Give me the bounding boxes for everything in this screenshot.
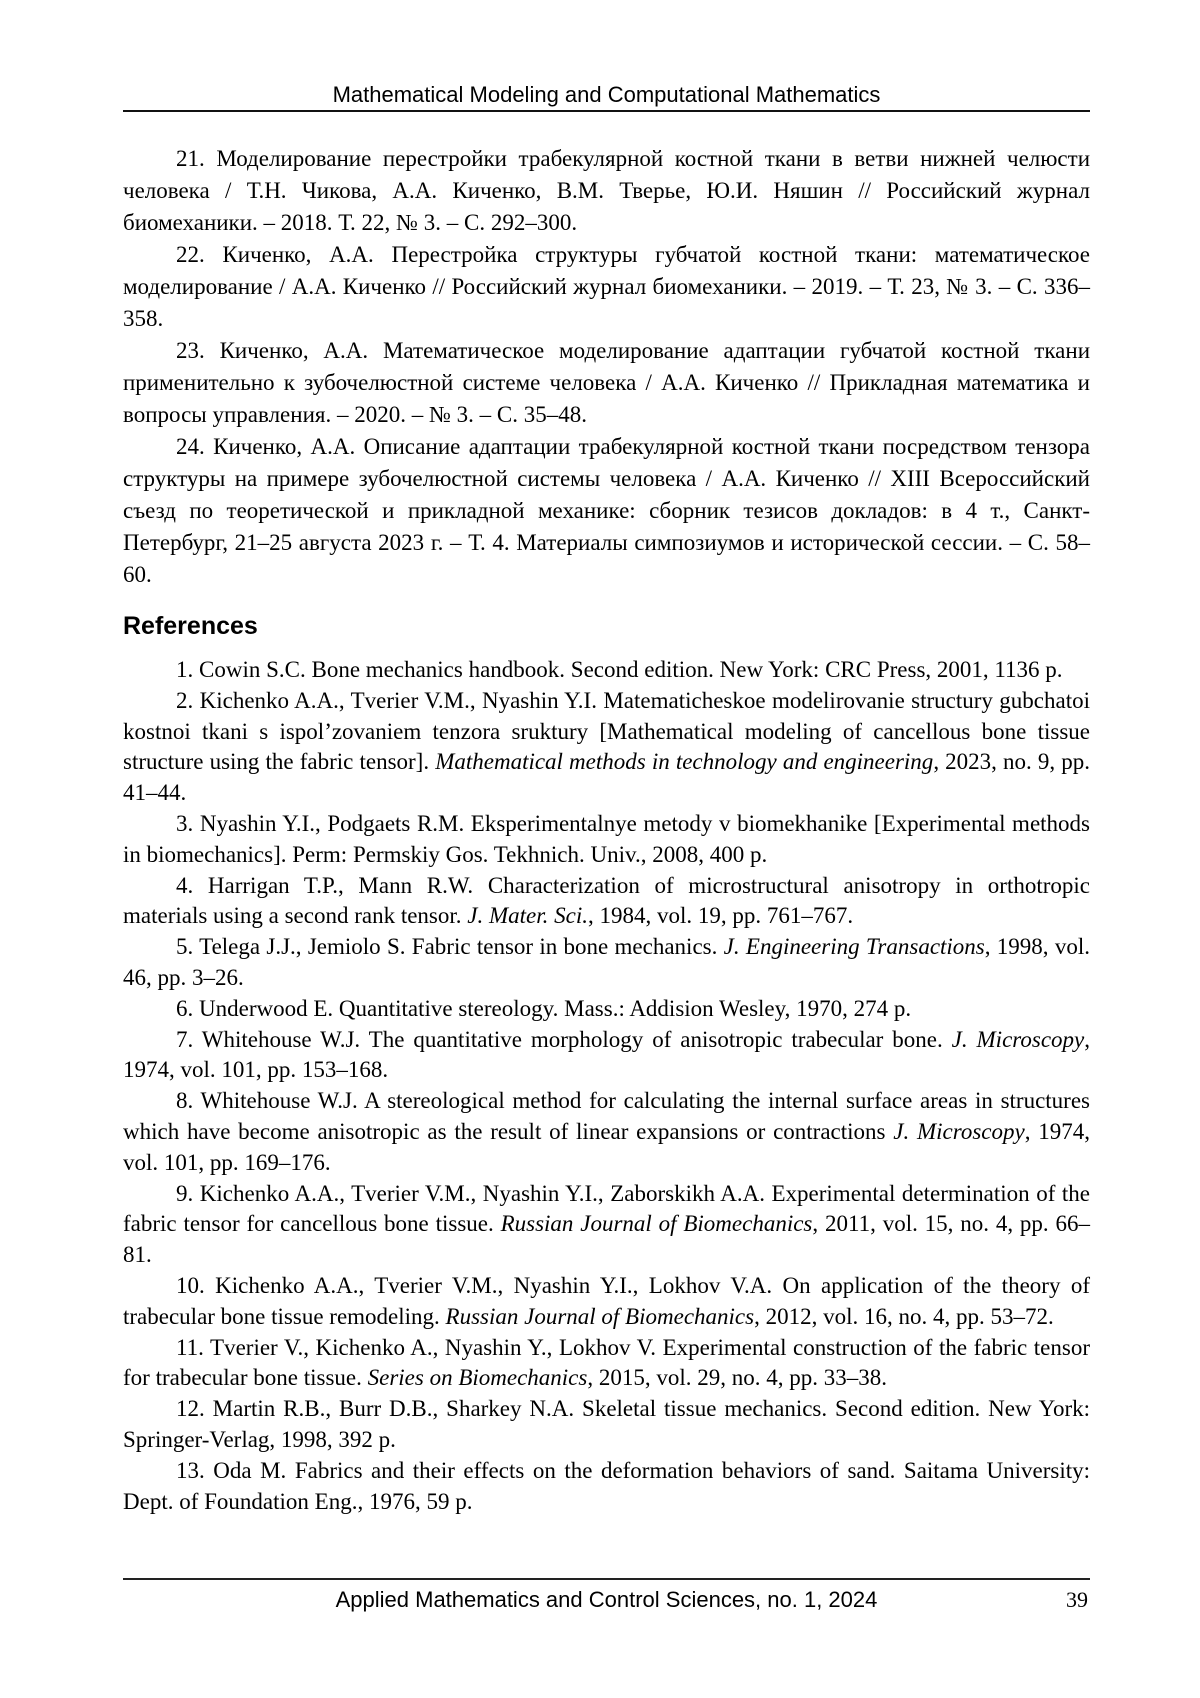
journal-name-italic: J. Mater. Sci. [467, 903, 588, 929]
reference-number: 10. [176, 1272, 216, 1298]
reference-item [123, 1271, 1090, 1333]
reference-text: , 2015, vol. 29, no. 4, pp. 33–38. [587, 1365, 887, 1391]
reference-number: 5. [176, 934, 200, 960]
reference-text: Whitehouse W.J. The quantitative morphology of anisotropic trabecular bone. [201, 1026, 952, 1052]
reference-text: Underwood E. Quantitative stereology. Mass.: Addision Wesley, 1970, 274 p. [199, 995, 912, 1021]
reference-item [123, 871, 1090, 933]
reference-text: Киченко, А.А. Описание адаптации трабекулярной костной ткани посредством тензора структуры на примере зубочелюстной системы человека / А.А. Киченко // XIII Всероссийский съезд по теоретической и прикладной механике: сборник тезисов докладов: в 4 т., Санкт-Петербург, 21–25 августа 2023 г. – Т. 4. Материалы симпозиумов и исторической сессии. – С. 58–60. [123, 434, 1090, 587]
reference-text: , 1974, vol. 101, pp. 169–176. [123, 1118, 1091, 1175]
reference-item [123, 1179, 1090, 1271]
reference-text: Kichenko A.A., Tverier V.M., Nyashin Y.I. Matematicheskoe modelirovanie structury gubchatoi kostnoi tkani s ispol’zovaniem tenzora sruktury [Mathematical modeling of cancellous bone tissue structure using the fabric tensor]. [123, 687, 1091, 775]
reference-text: , 2011, vol. 15, no. 4, pp. 66–81. [123, 1211, 1090, 1268]
reference-text: , 1984, vol. 19, pp. 761–767. [588, 903, 854, 929]
reference-number: 6. [176, 995, 199, 1021]
reference-number: 24. [176, 434, 214, 459]
reference-number: 23. [176, 338, 220, 363]
page-footer [123, 1578, 1090, 1613]
reference-number: 1. [176, 657, 199, 682]
reference-item [123, 335, 1090, 431]
references-section [123, 655, 1090, 1517]
reference-text: Telega J.J., Jemiolo S. Fabric tensor in bone mechanics. [199, 934, 724, 960]
reference-item [123, 809, 1090, 871]
reference-text: Nyashin Y.I., Podgaets R.M. Eksperimentalnye metody v biomekhanike [Experimental methods in biomechanics]. Perm: Permskiy Gos. Tekhnich. Univ., 2008, 400 p. [123, 810, 1090, 867]
journal-name-italic: J. Microscopy [893, 1118, 1025, 1144]
reference-number: 22. [176, 242, 223, 267]
russian-bibliography-section [123, 143, 1090, 591]
reference-item [123, 1025, 1090, 1087]
reference-number: 7. [176, 1026, 202, 1052]
running-title: Mathematical Modeling and Computational Mathematics [332, 82, 881, 107]
reference-item [123, 1333, 1090, 1395]
reference-text: , 1998, vol. 46, pp. 3–26. [123, 934, 1090, 990]
journal-name-italic: Series on Biomechanics [367, 1365, 588, 1391]
reference-number: 21. [176, 146, 217, 171]
reference-text: Martin R.B., Burr D.B., Sharkey N.A. Skeletal tissue mechanics. Second edition. New York: Springer-Verlag, 1998, 392 p. [123, 1396, 1090, 1452]
reference-item [123, 994, 1090, 1025]
reference-text: Kichenko A.A., Tverier V.M., Nyashin Y.I., Lokhov V.A. On application of the theory of trabecular bone tissue remodeling. [123, 1272, 1091, 1329]
reference-item [123, 1456, 1090, 1518]
reference-text: Harrigan T.P., Mann R.W. Characterization of microstructural anisotropy in orthotropic materials using a second rank tensor. [123, 872, 1090, 929]
reference-number: 9. [176, 1180, 200, 1206]
journal-footer-title: Applied Mathematics and Control Sciences, no. 1, 2024 [335, 1587, 878, 1612]
reference-text: , 2012, vol. 16, no. 4, pp. 53–72. [754, 1303, 1054, 1329]
reference-number: 3. [176, 810, 200, 836]
reference-number: 8. [176, 1088, 201, 1114]
reference-item [123, 431, 1090, 591]
reference-item [123, 143, 1090, 239]
reference-item [123, 655, 1090, 686]
journal-name-italic: Mathematical methods in technology and engineering [435, 749, 934, 775]
reference-item [123, 1394, 1090, 1456]
journal-name-italic: Russian Journal of Biomechanics [500, 1211, 813, 1237]
reference-number: 11. [176, 1334, 211, 1360]
reference-text: Киченко, А.А. Математическое моделирование адаптации губчатой костной ткани применительно к зубочелюстной системе человека / А.А. Киченко // Прикладная математика и вопросы управления. – 2020. – № 3. – С. 35–48. [123, 338, 1090, 427]
reference-number: 12. [176, 1396, 213, 1422]
reference-text: Oda M. Fabrics and their effects on the deformation behaviors of sand. Saitama University: Dept. of Foundation Eng., 1976, 59 p. [123, 1457, 1090, 1514]
journal-name-italic: J. Engineering Transactions [723, 934, 985, 960]
reference-text: Киченко, А.А. Перестройка структуры губчатой костной ткани: математическое моделирование / А.А. Киченко // Российский журнал биомеханики. – 2019. – Т. 23, № 3. – С. 336–358. [123, 242, 1090, 331]
reference-text: , 2023, no. 9, pp. 41–44. [123, 749, 1090, 806]
journal-name-italic: J. Microscopy [951, 1026, 1085, 1052]
page-number: 39 [1066, 1587, 1088, 1612]
reference-text: Cowin S.C. Bone mechanics handbook. Second edition. New York: CRC Press, 2001, 1136 p. [199, 657, 1063, 682]
reference-number: 13. [176, 1457, 214, 1483]
reference-text: Whitehouse W.J. A stereological method for calculating the internal surface areas in structures which have become anisotropic as the result of linear expansions or contractions [123, 1088, 1090, 1144]
reference-number: 2. [176, 687, 200, 713]
reference-text: Kichenko A.A., Tverier V.M., Nyashin Y.I., Zaborskikh A.A. Experimental determination of the fabric tensor for cancellous bone tissue. [123, 1180, 1091, 1237]
reference-item [123, 1086, 1090, 1178]
reference-text: Моделирование перестройки трабекулярной костной ткани в ветви нижней челюсти человека / Т.Н. Чикова, А.А. Киченко, В.М. Тверье, Ю.И. Няшин // Российский журнал биомеханики. – 2018. Т. 22, № 3. – С. 292–300. [123, 146, 1091, 235]
page-body [123, 110, 1090, 1517]
journal-name-italic: Russian Journal of Biomechanics [445, 1303, 755, 1329]
reference-text: , 1974, vol. 101, pp. 153–168. [123, 1026, 1090, 1083]
reference-item [123, 686, 1090, 809]
reference-number: 4. [176, 872, 208, 898]
reference-text: Tverier V., Kichenko A., Nyashin Y., Lokhov V. Experimental construction of the fabric tensor for trabecular bone tissue. [123, 1334, 1090, 1391]
references-heading: References [123, 612, 258, 640]
reference-item [123, 239, 1090, 335]
reference-item [123, 932, 1090, 994]
page-header [123, 0, 1090, 112]
